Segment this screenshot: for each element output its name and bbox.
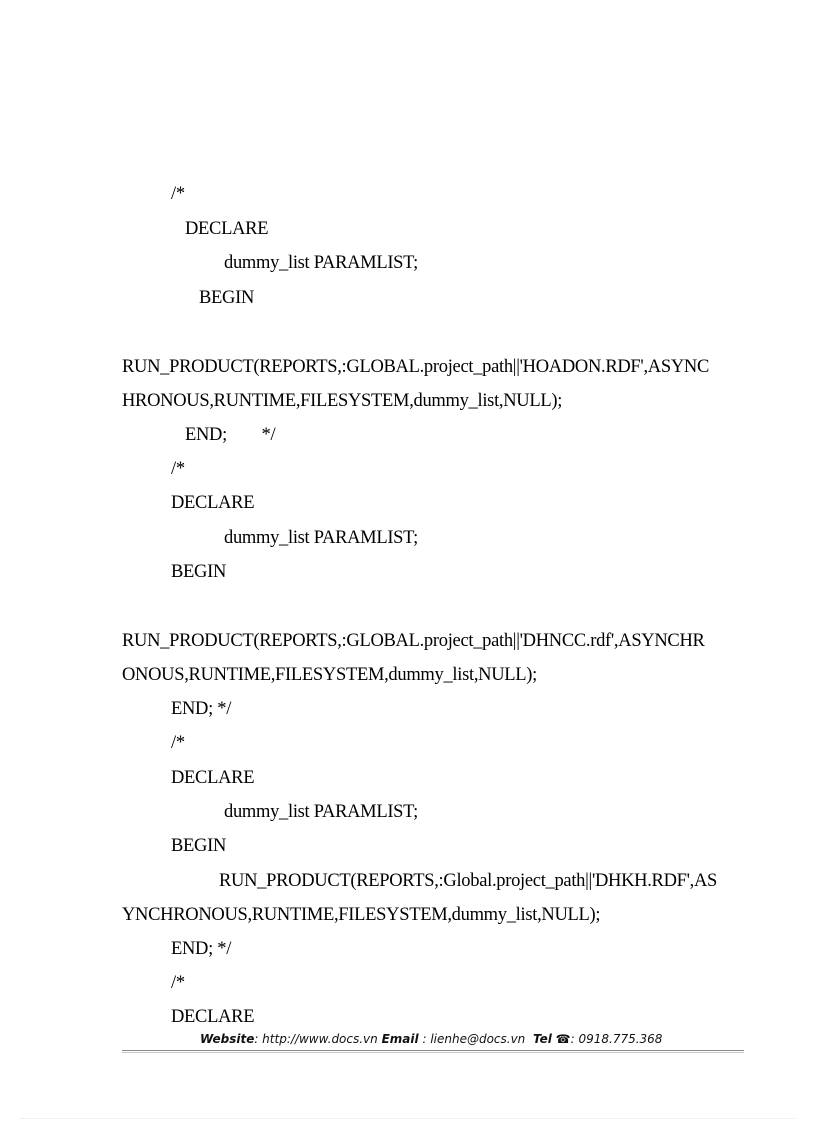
code-line: DECLARE bbox=[171, 1007, 255, 1027]
footer-tel-label: Tel bbox=[532, 1032, 552, 1046]
code-line: /* bbox=[171, 733, 185, 753]
footer-website-value: : http://www.docs.vn bbox=[254, 1032, 378, 1046]
code-line: RUN_PRODUCT(REPORTS,:GLOBAL.project_path||'DHNCC.rdf',ASYNCHR bbox=[122, 631, 705, 651]
footer-contact bbox=[200, 1031, 662, 1047]
footer-divider-secondary bbox=[122, 1052, 744, 1053]
code-line: YNCHRONOUS,RUNTIME,FILESYSTEM,dummy_list,NULL); bbox=[122, 905, 601, 925]
code-line: /* bbox=[171, 184, 185, 204]
code-line: DECLARE bbox=[185, 219, 269, 239]
code-line: BEGIN bbox=[171, 562, 227, 582]
code-line: END; */ bbox=[185, 425, 276, 445]
code-line: ONOUS,RUNTIME,FILESYSTEM,dummy_list,NULL); bbox=[122, 665, 537, 685]
footer-tel-value: : 0918.775.368 bbox=[570, 1032, 663, 1046]
code-line: BEGIN bbox=[171, 836, 227, 856]
footer-divider bbox=[122, 1050, 744, 1051]
code-line: END; */ bbox=[171, 699, 232, 719]
code-line: HRONOUS,RUNTIME,FILESYSTEM,dummy_list,NULL); bbox=[122, 391, 563, 411]
code-line: RUN_PRODUCT(REPORTS,:Global.project_path||'DHKH.RDF',AS bbox=[219, 871, 718, 891]
page-bottom-edge bbox=[20, 1118, 796, 1119]
footer-website-label: Website bbox=[200, 1032, 255, 1046]
footer-email-label: Email bbox=[381, 1032, 419, 1046]
code-line: END; */ bbox=[171, 939, 232, 959]
code-line: DECLARE bbox=[171, 493, 255, 513]
phone-icon: ☎ bbox=[555, 1032, 571, 1046]
code-line: dummy_list PARAMLIST; bbox=[224, 528, 418, 548]
code-line: DECLARE bbox=[171, 768, 255, 788]
code-line: dummy_list PARAMLIST; bbox=[224, 253, 418, 273]
code-line: /* bbox=[171, 459, 185, 479]
code-line: BEGIN bbox=[199, 288, 255, 308]
code-line: /* bbox=[171, 973, 185, 993]
code-line: dummy_list PARAMLIST; bbox=[224, 802, 418, 822]
code-line: RUN_PRODUCT(REPORTS,:GLOBAL.project_path||'HOADON.RDF',ASYNC bbox=[122, 357, 709, 377]
footer-email-value: : lienhe@docs.vn bbox=[418, 1032, 526, 1046]
